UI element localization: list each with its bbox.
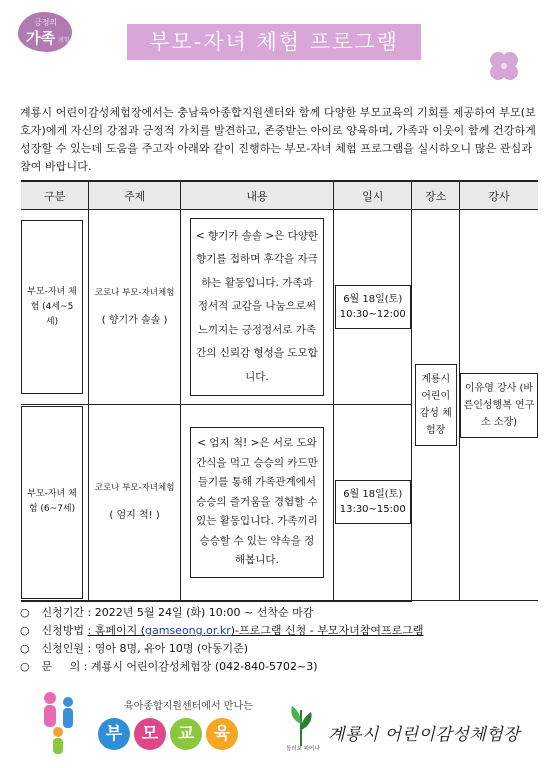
pill-bu: 부 (98, 718, 130, 750)
homepage-link[interactable]: gamseong.or.kr (145, 624, 231, 637)
pill-gyo: 교 (170, 718, 202, 750)
header-topic: 주제 (89, 181, 181, 210)
circle-bullet-icon: ○ (20, 606, 30, 619)
table-row (21, 210, 538, 405)
parent-education-logo (98, 718, 242, 750)
header-lecturer: 강사 (459, 181, 538, 210)
info-value: : 계룡시 어린이감성체험장 (042-840-5702~3) (83, 660, 318, 673)
date-cell (333, 405, 412, 601)
badge-line1: 긍정의 (34, 18, 58, 27)
topic-name: ( 엄지 척! ) (109, 510, 160, 522)
info-value: : 영아 8명, 유아 10명 (아동기준) (87, 642, 249, 655)
topic-cell (89, 210, 181, 405)
info-value-post: )-프로그램 신청 - 부모자녀참여프로그램 (230, 624, 424, 637)
info-label: 신청방법 (41, 624, 85, 637)
intro-paragraph: 계룡시 어린이감성체험장에서는 충남육아종합지원센터와 함께 다양한 부모교육의 기회를 제공하여 부모(보호자)에게 자신의 강점과 긍정적 가치를 발견하고, 존중받는 아이로 양육하며, 가족과 이웃이 함께 건강하게 성장할 수 있는데 도움을 주고자 아래와 같이 진행하는 부모-자녀 체험 프로그램을 실시하오니 많은 관심과 참여 바랍니다. (20, 106, 536, 173)
schedule-table (21, 180, 538, 602)
info-value-pre: : 홈페이지 ( (87, 624, 146, 637)
content-cell (180, 405, 333, 601)
content-text: < 엄지 척! >은 서로 도와 간식을 먹고 승승의 카드만들기를 통해 가족관계에서 승승의 즐거움을 경험할 수 있는 활동입니다. 가족끼리 승승할 수 있는 약속을 정해봅니다. (190, 427, 324, 578)
pill-mo: 모 (134, 718, 166, 750)
topic-text: 코로나 부모-자녀체험 (94, 288, 175, 298)
category-cell (21, 210, 89, 405)
topic-cell (89, 405, 181, 601)
badge-line3: 체험 (58, 37, 70, 44)
info-label: 신청기간 (41, 606, 85, 619)
info-label: 신청인원 (41, 642, 85, 655)
place-cell (412, 210, 460, 601)
info-label: 문 의 (41, 660, 81, 673)
time-text: 10:30~12:00 (339, 309, 406, 320)
date-cell (333, 210, 412, 405)
time-text: 13:30~15:00 (339, 504, 406, 516)
pill-yuk: 육 (206, 718, 238, 750)
circle-bullet-icon: ○ (20, 624, 30, 637)
badge-line2: 가족 (26, 29, 55, 47)
circle-bullet-icon: ○ (20, 660, 30, 673)
topic-text: 코로나 부모-자녀체험 (94, 483, 175, 494)
family-badge-logo (14, 8, 76, 58)
clover-icon (484, 46, 524, 86)
category-cell (21, 405, 89, 601)
info-row-capacity (20, 640, 540, 658)
header-content: 내용 (180, 181, 333, 210)
info-row-period (20, 604, 540, 622)
header-date: 일시 (333, 181, 412, 210)
circle-bullet-icon: ○ (20, 642, 30, 655)
category-text: 부모-자녀 체험 (6~7세) (27, 489, 77, 515)
date-text: 6월 18일(토) (343, 294, 403, 305)
place-text: 계룡시 어린이 감성 체험장 (415, 364, 457, 446)
lecturer-cell (459, 210, 538, 601)
topic-name: ( 향기가 솔솔 ) (101, 315, 168, 326)
content-text: < 향기가 솔솔 >은 다양한 향기를 접하며 후각을 자극하는 활동입니다. 가족과 정서적 교감을 나눔으로써 느끼지는 긍정정서로 가족 간의 신뢰감 형성을 도모합니다. (190, 218, 324, 397)
lecturer-text: 이유영 강사 (바른인성행복 연구소 소장) (460, 373, 538, 438)
brand-slogan: 돌러보 피어나 (286, 746, 320, 752)
brand-name: 계룡시 어린이감성체험장 (328, 725, 521, 745)
info-value: : 2022년 5월 24일 (화) 10:00 ~ 선착순 마감 (87, 606, 314, 619)
table-header-row (21, 181, 538, 210)
content-cell (180, 210, 333, 405)
header-place: 장소 (412, 181, 460, 210)
family-figures-icon (38, 688, 80, 758)
application-info (20, 604, 540, 676)
header-category: 구분 (21, 181, 89, 210)
info-row-method (20, 622, 540, 640)
category-text: 부모-자녀 체험 (4세~5세) (27, 286, 77, 327)
center-tagline: 육아종합지원센터에서 만나는 (124, 701, 253, 712)
page-title: 부모-자녀 체험 프로그램 (127, 24, 421, 60)
info-row-contact (20, 658, 540, 676)
date-text: 6월 18일(토) (343, 489, 403, 501)
